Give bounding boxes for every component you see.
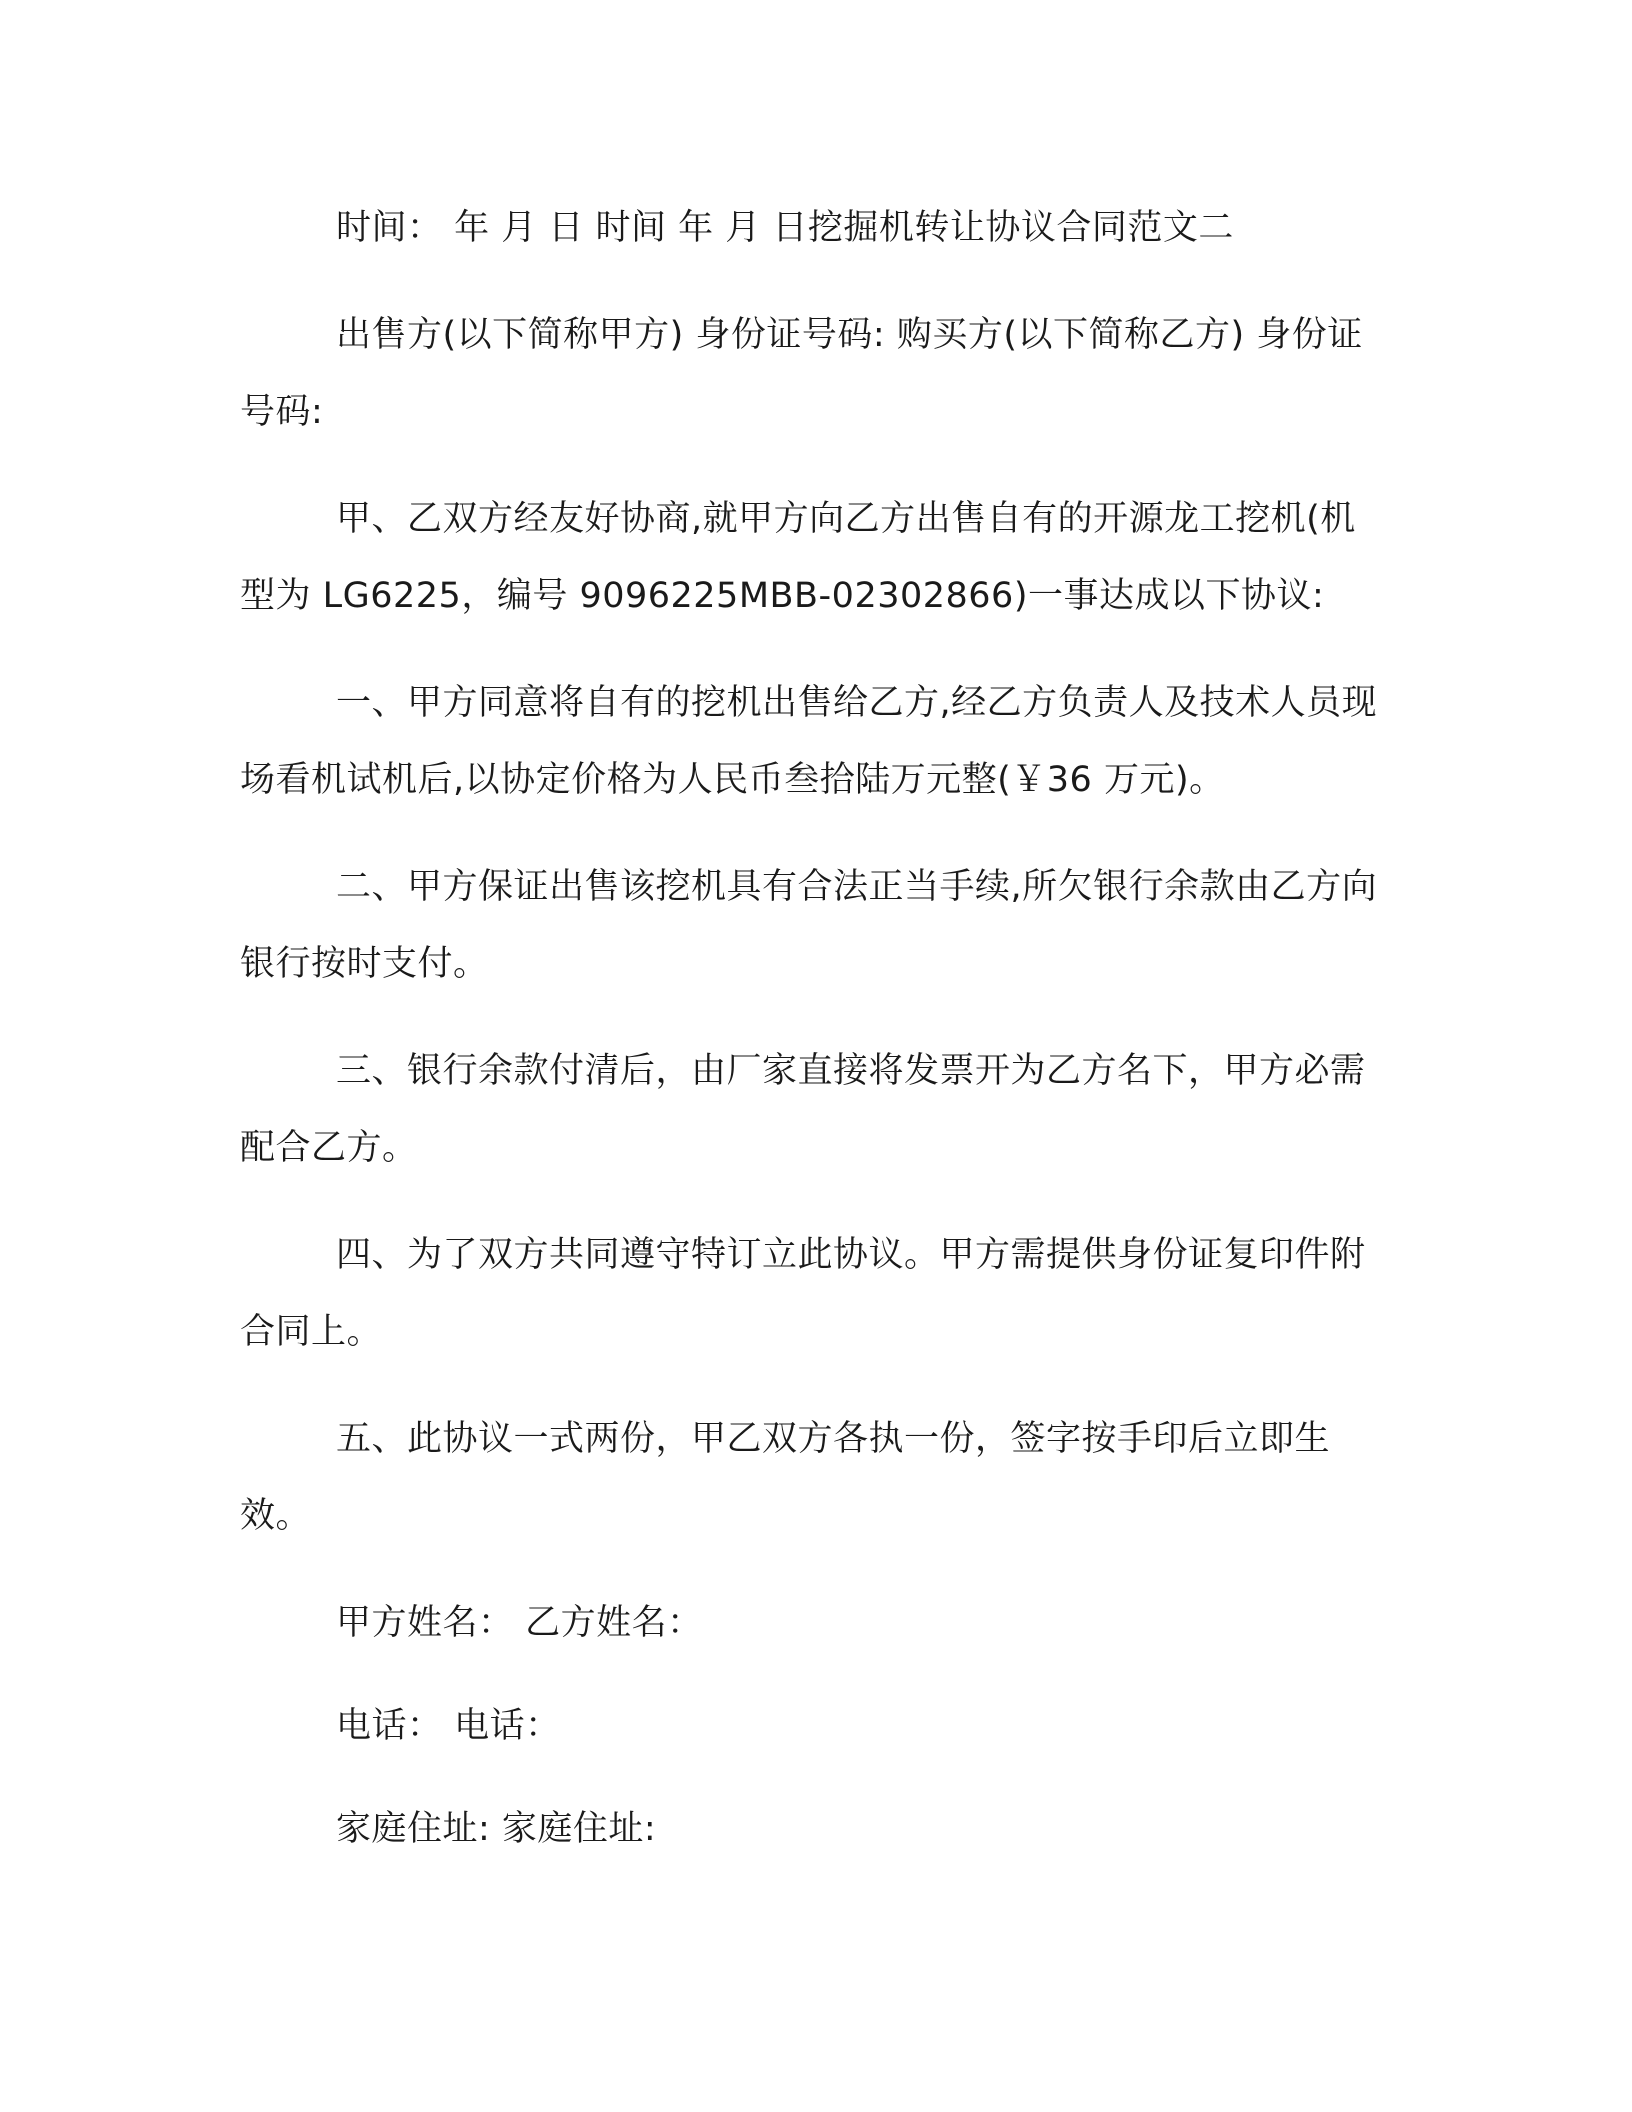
- clause-1-paragraph: 一、甲方同意将自有的挖机出售给乙方,经乙方负责人及技术人员现场看机试机后,以协定价格为人民币叁拾陆万元整(￥36 万元)。: [240, 683, 1378, 800]
- agreement-intro-paragraph: 甲、乙双方经友好协商,就甲方向乙方出售自有的开源龙工挖机(机型为 LG6225，编号 9096225MBB-02302866)一事达成以下协议:: [240, 499, 1356, 616]
- clause-2-paragraph: 二、甲方保证出售该挖机具有合法正当手续,所欠银行余款由乙方向银行按时支付。: [240, 867, 1378, 984]
- phone-line: 电话： 电话：: [336, 1706, 561, 1746]
- parties-id-paragraph: 出售方(以下简称甲方) 身份证号码: 购买方(以下简称乙方) 身份证号码:: [240, 315, 1363, 432]
- clause-3-paragraph: 三、银行余款付清后，由厂家直接将发票开为乙方名下，甲方必需配合乙方。: [240, 1051, 1366, 1168]
- address-line: 家庭住址: 家庭住址:: [336, 1809, 657, 1849]
- clause-5-paragraph: 五、此协议一式两份，甲乙双方各执一份，签字按手印后立即生效。: [240, 1419, 1331, 1536]
- clause-4-paragraph: 四、为了双方共同遵守特订立此协议。甲方需提供身份证复印件附合同上。: [240, 1235, 1366, 1352]
- document-body: [240, 190, 1380, 1894]
- signature-names-line: 甲方姓名： 乙方姓名：: [336, 1603, 703, 1643]
- date-line: 时间： 年 月 日 时间 年 月 日挖掘机转让协议合同范文二: [336, 208, 1234, 248]
